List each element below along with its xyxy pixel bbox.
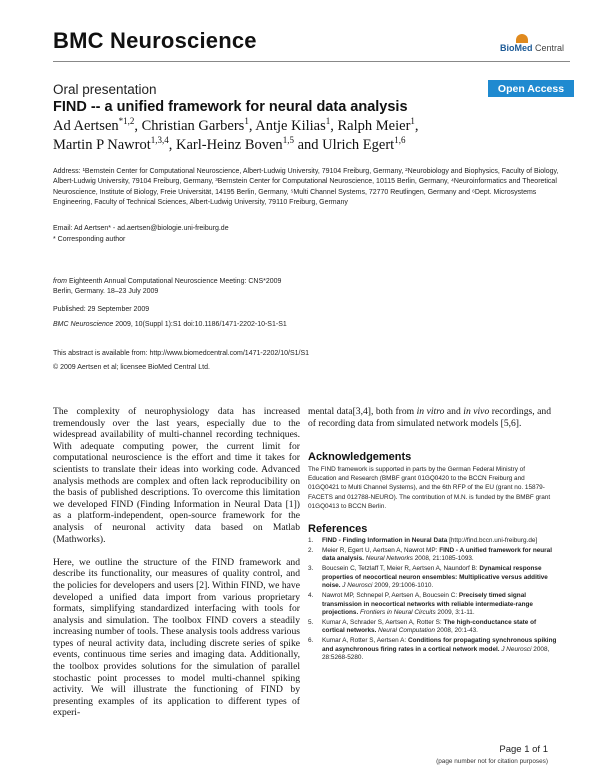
author-name: Ulrich Egert [322,137,395,153]
copyright-notice: © 2009 Aertsen et al; licensee BioMed Central Ltd. [53,364,210,371]
citation-journal: BMC Neuroscience [53,321,114,328]
reference-title: Conditions for propagating synchronous spiking and asynchronous firing rates in a cortical network model. [322,637,557,653]
author-affiliation: 1,6 [394,135,406,146]
reference-title: FIND - A unified framework for neural data analysis. [322,547,552,563]
body-paragraph-1: The complexity of neurophysiology data has increased tremendously over the last years, especially due to the widespread availability of multi-channel recording techniques. With adequate computing power, the current limit for computational neuroscience is the effort and time it takes for scientists to translate their ideas into working code. Advanced analysis methods are complex and often lack reproducibility on the basis of published descriptions. To overcome this limitation we developed FIND (Finding Information in Neural Data [1]) as a platform-independent, open-source framework for the analysis of neuronal activity data based on Matlab (Mathworks). [53,406,300,545]
open-access-badge[interactable]: Open Access [488,80,574,97]
reference-item: 5. Kumar A, Schrader S, Aertsen A, Rotter S: The high-conductance state of cortical networks. Neural Computation 2008, 20:1-43. [308,619,537,635]
header-divider [53,61,570,62]
affiliation-address: Address: ¹Bernstein Center for Computational Neuroscience, Albert-Ludwig University, 79104 Freiburg, Germany, ²Neurobiology and Biophysics, Faculty of Biology, Albert-Ludwig University, 79104 Freiburg, Germany, ³Bernstein Center for Computational Neuroscience, 10115 Berlin, Germany, ⁴Neuroinformatics and Theoretical Neuroscience, Institute of Biology, Freie Universität, 14195 Berlin, Germany, ⁵Multi Channel Systems, 72770 Reutlingen, Germany and ⁶Dept. Microsystems Engineering, Faculty of Technical Sciences, Albert-Ludwig University, 79110 Freiburg, Germany [53,168,559,207]
author-name: Ad Aertsen [53,118,119,134]
author-affiliation: 1 [325,116,331,127]
article-title: FIND -- a unified framework for neural data analysis [53,99,408,115]
reference-list [308,537,558,664]
reference-item: 3. Boucsein C, Tetzlaff T, Meier R, Aertsen A, Naundorf B: Dynamical response properties of neocortical neuron ensembles: Multiplicative versus additive noise. J Neurosci 2009, 29:1006-1010. [308,565,548,590]
page-number: Page 1 of 1 [499,744,548,755]
corresponding-author-note: * Corresponding author [53,236,126,243]
published-date: Published: 29 September 2009 [53,306,150,313]
author-list [53,117,453,155]
reference-link[interactable]: [http://find.bccn.uni-freiburg.de] [447,537,538,544]
reference-item: 4. Nawrot MP, Schnepel P, Aertsen A, Boucsein C: Precisely timed signal transmission in neocortical networks with reliable intermediate-range projections. Frontiers in Neural Circuits 2009, 3:1-11. [308,592,533,617]
author-affiliation: 1 [410,116,415,127]
author-name: Ralph Meier [337,118,411,134]
acknowledgements-text: The FIND framework is supported in parts by the German Federal Ministry of Education and Research (BMBF grant 01GQ0420 to the BCCN Freiburg and 01GQ0421 to Multi Channel Systems), and the 6th RFP of the EU (grant no. 15879-FACETS and 012788-NEURO). The contribution of M.N. is funded by the BMBF grant 01GQ0413 to BCCN Berlin. [308,466,551,510]
body-paragraph-3: mental data[3,4], both from in vitro and in vivo recordings, and of recording data from simulated network models [5,6]. [308,406,552,429]
available-url[interactable]: This abstract is available from: http://www.biomedcentral.com/1471-2202/10/S1/S1 [53,350,310,357]
body-column-right [308,406,551,441]
reference-title: FIND - Finding Information in Neural Data [322,537,448,544]
reference-item: 2. Meier R, Egert U, Aertsen A, Nawrot MP: FIND - A unified framework for neural data analysis. Neural Networks 2008, 21:1085-1093. [308,547,552,563]
author-affiliation: 1 [244,116,249,127]
references-heading: References [308,523,368,535]
journal-title: BMC Neuroscience [53,28,257,53]
body-column-left [53,406,300,731]
author-name: Antje Kilias [255,118,326,134]
meeting-info [53,277,281,296]
logo-central: Central [535,43,565,53]
meeting-name: Eighteenth Annual Computational Neuroscience Meeting: CNS*2009 [68,278,282,285]
author-name: Karl-Heinz Boven [175,137,283,153]
author-name: Martin P Nawrot [53,137,151,153]
reference-item: 6. Kumar A, Rotter S, Aertsen A: Conditions for propagating synchronous spiking and asynchronous firing rates in a cortical network model. J Neurosci 2008, 28:5268-5280. [308,637,557,662]
reference-title: Precisely timed signal transmission in neocortical networks with reliable intermediate-range projections. [322,592,533,617]
body-paragraph-2: Here, we outline the structure of the FIND framework and describe its functionality, our measures of quality control, and the policies for developers and users [2]. Within FIND, we have developed a unified data import from various proprietary formats, simplifying standardized interfacing with tools for analysis and simulation. The toolbox FIND covers a steadily increasing number of tools. These analysis tools address various types of neural activity data, including discrete series of spike events, continuous time series and imaging data. Additionally, the toolbox provides solutions for the simulation of parallel stochastic point processes to model multi-channel spiking activity. We will illustrate the functioning of FIND by presenting examples of its application to different types of experi- [53,556,300,719]
reference-title: Dynamical response properties of neocortical neuron ensembles: Multiplicative versus additive noise. [322,565,548,590]
acknowledgements-heading: Acknowledgements [308,451,412,463]
author-affiliation: 1,3,4 [150,135,169,146]
author-line-2: Martin P Nawrot$^{1,3,4}$, Karl-Heinz Boven$^{1,5}$ and Ulrich Egert$^{1,6}$ [53,135,406,153]
author-name: Christian Garbers [141,118,245,134]
author-affiliation: 1,5 [282,135,294,146]
article-type: Oral presentation [53,82,157,97]
biomed-logo-icon [516,34,528,43]
reference-item: 1. FIND - Finding Information in Neural Data [http://find.bccn.uni-freiburg.de] [308,537,538,544]
biomed-central-logo[interactable] [500,34,570,54]
author-line-1: Ad Aertsen$^{*1,2}$, Christian Garbers$^1$, Antje Kilias$^1$, Ralph Meier$^1$, [53,116,419,134]
from-label: from [53,278,67,285]
meeting-place: Berlin, Germany. 18–23 July 2009 [53,287,159,295]
reference-title: The high-conductance state of cortical networks. [322,619,537,635]
page-number-note: (page number not for citation purposes) [436,758,548,765]
citation-details: 2009, 10(Suppl 1):S1 doi:10.1186/1471-2202-10-S1-S1 [115,321,287,328]
corresponding-email[interactable]: Email: Ad Aertsen* - ad.aertsen@biologie.uni-freiburg.de [53,225,229,232]
citation [53,320,287,330]
logo-biomed: BioMed [500,43,533,53]
author-affiliation: *1,2 [118,116,135,127]
